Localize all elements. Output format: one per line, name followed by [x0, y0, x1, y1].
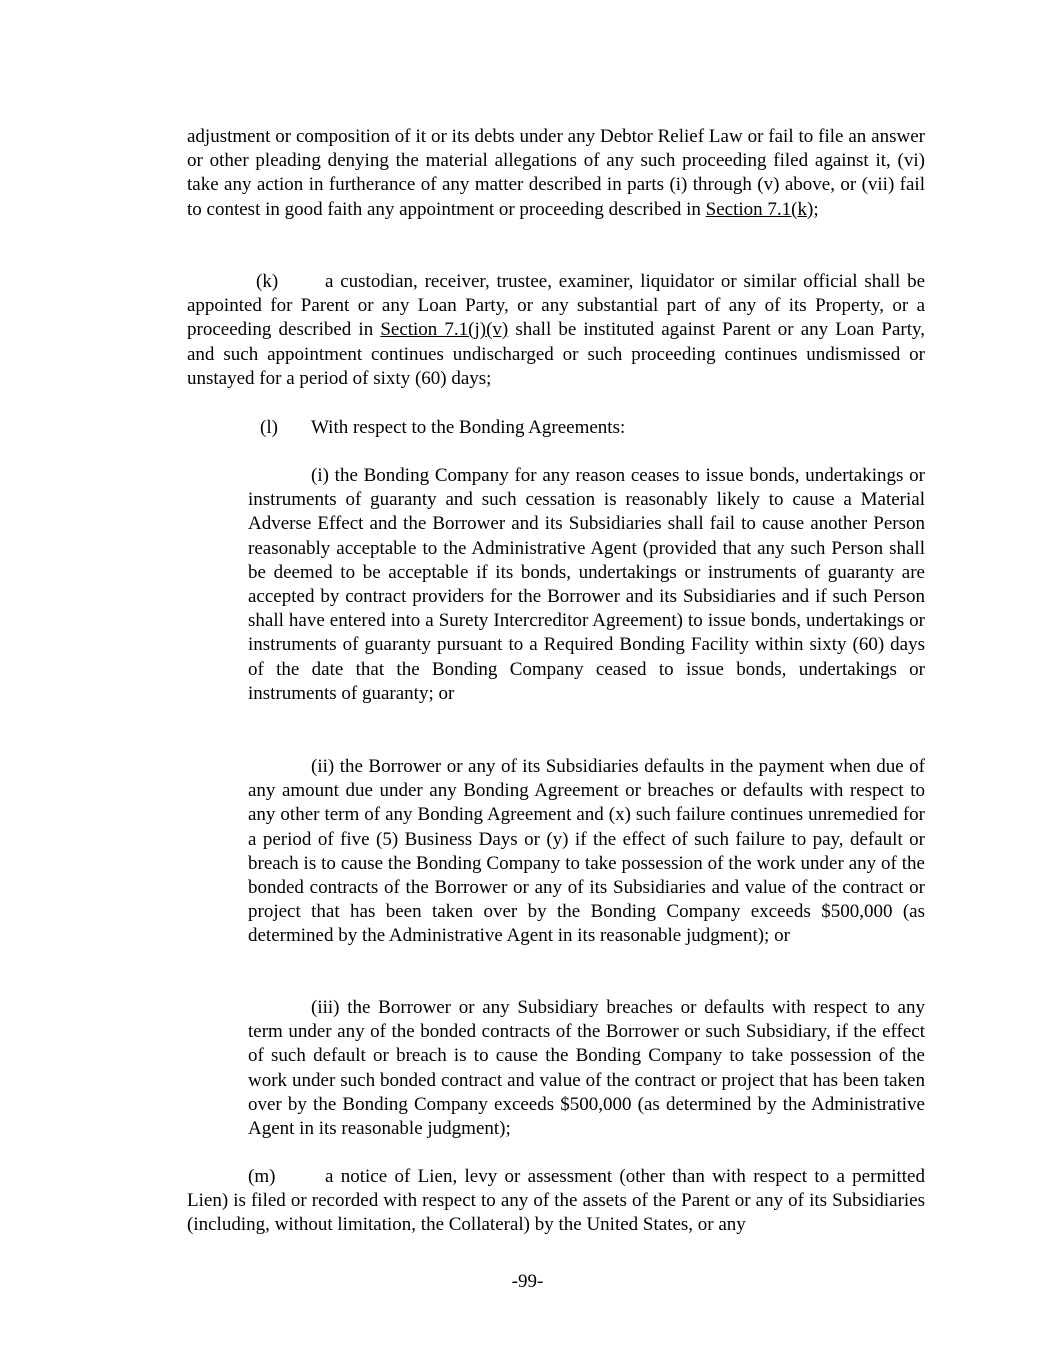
clause-label-m: (m)	[248, 1166, 276, 1187]
page-number: -99-	[511, 1271, 544, 1292]
paragraph-l-i: (i) the Bonding Company for any reason ceases to issue bonds, undertakings or instruments of guaranty and such cessation is reasonably likely to cause a Material Adverse Effect and the Borrower and its Subsidiaries shall fail to cause another Person reasonably acceptable to the Administrative Agent (provided that any such Person shall be deemed to be acceptable if its bonds, undertakings or instruments of guaranty are accepted by contract providers for the Borrower and its Subsidiaries and if such Person shall have entered into a Surety Intercreditor Agreement) to issue bonds, undertakings or instruments of guaranty pursuant to a Required Bonding Facility within sixty (60) days of the date that the Bonding Company ceased to issue bonds, undertakings or instruments of guaranty; or	[248, 465, 925, 704]
paragraph-l-text: With respect to the Bonding Agreements:	[311, 417, 626, 438]
paragraph-m-text: a notice of Lien, levy or assessment (other than with respect to a permitted Lien) is filed or recorded with respect to any of the assets of the Parent or any of its Subsidiaries (including, without limitation, the Collateral) by the United States, or any	[187, 1166, 925, 1236]
paragraph-k-text-end: shall be instituted against Parent or any Loan Party, and such appointment continues undischarged or such proceeding continues undismissed or unstayed for a period of sixty (60) days;	[187, 319, 926, 389]
section-reference-7-1-j-v: Section 7.1(j)(v)	[380, 319, 509, 341]
clause-label-k: (k)	[256, 271, 279, 292]
paragraph-j-continuation	[187, 125, 925, 222]
paragraph-k	[187, 270, 925, 391]
paragraph-l-ii: (ii) the Borrower or any of its Subsidiaries defaults in the payment when due of any amount due under any Bonding Agreement or breaches or defaults with respect to any other term of any Bonding Agreement and (x) such failure continues unremedied for a period of five (5) Business Days or (y) if the effect of such failure to pay, default or breach is to cause the Bonding Company to take possession of the work under any of the bonded contracts of the Borrower or any of its Subsidiaries and value of the contract or project that has been taken over by the Bonding Company exceeds $500,000 (as determined by the Administrative Agent in its reasonable judgment); or	[248, 756, 925, 947]
paragraph-j-text-end: ;	[813, 198, 819, 220]
paragraph-j-text: adjustment or composition of it or its debts under any Debtor Relief Law or fail to file an answer or other pleading denying the material allegations of any such proceeding filed against it, (vi) take any action in furtherance of any matter described in parts (i) through (v) above, or (vii) fail to contest in good faith any appointment or proceeding described in	[187, 126, 925, 220]
clause-label-l: (l)	[260, 417, 278, 438]
paragraph-k-text: a custodian, receiver, trustee, examiner, liquidator or similar official shall be appointed for Parent or any Loan Party, or any substantial part of any of its Property, or a proceeding described in	[187, 271, 925, 341]
paragraph-l-iii: (iii) the Borrower or any Subsidiary breaches or defaults with respect to any term under any of the bonded contracts of the Borrower or such Subsidiary, if the effect of such default or breach is to cause the Bonding Company to take possession of the work under such bonded contract and value of the contract or project that has been taken over by the Bonding Company exceeds $500,000 (as determined by the Administrative Agent in its reasonable judgment);	[248, 997, 925, 1140]
paragraph-m	[187, 1165, 925, 1238]
section-reference-7-1-k: Section 7.1(k)	[705, 198, 814, 220]
paragraph-l-heading	[260, 416, 625, 440]
